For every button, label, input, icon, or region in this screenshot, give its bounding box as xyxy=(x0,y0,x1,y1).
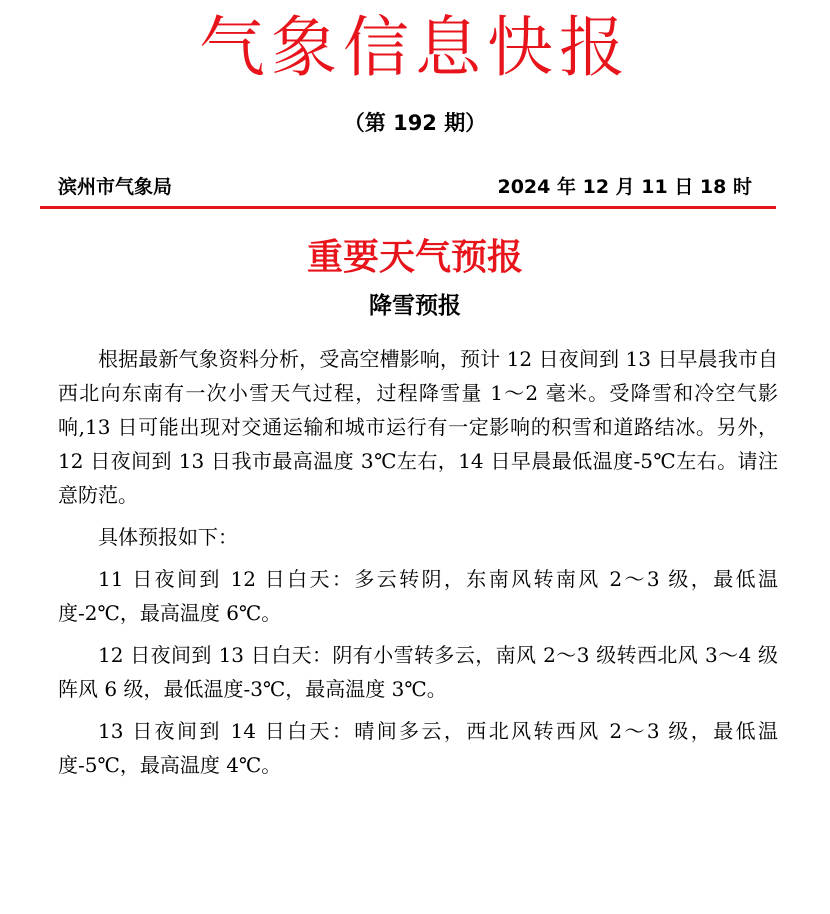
masthead-title: 气象信息快报 xyxy=(199,9,631,86)
meta-row xyxy=(58,172,752,202)
forecast-body xyxy=(58,342,778,790)
paragraph-forecast-13: 13 日夜间到 14 日白天：晴间多云，西北风转西风 2～3 级，最低温度-5℃，最高温度 4℃。 xyxy=(58,719,778,777)
paragraph-forecast-12: 12 日夜间到 13 日白天：阴有小雪转多云，南风 2～3 级转西北风 3～4 级阵风 6 级，最低温度-3℃，最高温度 3℃。 xyxy=(58,643,778,701)
paragraph-intro: 具体预报如下： xyxy=(98,525,238,549)
paragraph-forecast-11: 11 日夜间到 12 日白天：多云转阴，东南风转南风 2～3 级，最低温度-2℃，最高温度 6℃。 xyxy=(58,567,778,625)
issue-number: （第 192 期） xyxy=(343,111,487,135)
issuer-name: 滨州市气象局 xyxy=(58,176,173,198)
subhead: 降雪预报 xyxy=(369,293,461,319)
paragraph-summary: 根据最新气象资料分析，受高空槽影响，预计 12 日夜间到 13 日早晨我市自西北向东南有一次小雪天气过程，过程降雪量 1～2 毫米。受降雪和冷空气影响,13 日可能出现对交通运输和城市运行有一定影响的积雪和道路结冰。另外，12 日夜间到 13 日我市最高温度 3℃左右，14 日早晨最低温度-5℃左右。请注意防范。 xyxy=(58,347,778,507)
headline: 重要天气预报 xyxy=(306,237,523,278)
red-divider xyxy=(40,206,776,209)
issue-datetime: 2024 年 12 月 11 日 18 时 xyxy=(497,176,752,198)
